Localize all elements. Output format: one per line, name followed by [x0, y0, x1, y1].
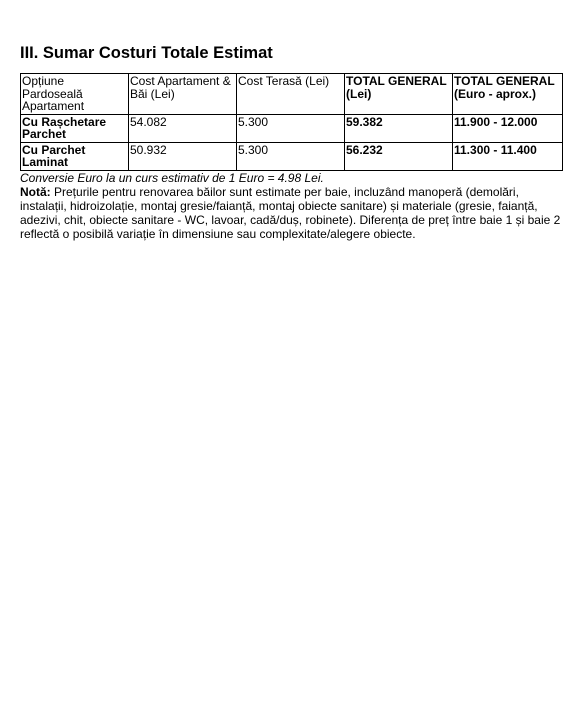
row-terrace-cost: 5.300: [237, 142, 345, 170]
header-apartment-cost: Cost Apartament & Băi (Lei): [129, 74, 237, 115]
table-row: [21, 142, 563, 170]
row-option-name: Cu Rașchetare Parchet: [21, 114, 129, 142]
header-terrace-cost: Cost Terasă (Lei): [237, 74, 345, 115]
note-label: Notă:: [20, 184, 51, 199]
row-total-lei: 59.382: [345, 114, 453, 142]
table-header-row: [21, 74, 563, 115]
row-apartment-cost: 50.932: [129, 142, 237, 170]
table-row: [21, 114, 563, 142]
row-apartment-cost: 54.082: [129, 114, 237, 142]
header-floor-option: Opțiune Pardoseală Apartament: [21, 74, 129, 115]
row-total-euro: 11.900 - 12.000: [453, 114, 563, 142]
row-terrace-cost: 5.300: [237, 114, 345, 142]
note-text: Prețurile pentru renovarea băilor sunt estimate per baie, incluzând manoperă (demolări, instalații, hidroizolație, montaj gresie/faianță, montaj obiecte sanitare) și materiale (gresie, faianță, adezivi, chit, obiecte sanitare - WC, lavoar, cadă/duș, robinete). Diferența de preț între baie 1 și baie 2 reflectă o posibilă variație în dimensiune sau complexitate/alegere obiecte.: [20, 184, 561, 241]
conversion-note: Conversie Euro la un curs estimativ de 1 Euro = 4.98 Lei.: [20, 170, 324, 185]
cost-summary-table: [20, 73, 563, 171]
row-option-name: Cu Parchet Laminat: [21, 142, 129, 170]
note-paragraph: [20, 185, 562, 241]
document-page: [20, 43, 562, 241]
header-total-lei: TOTAL GENERAL (Lei): [345, 74, 453, 115]
header-total-euro: TOTAL GENERAL (Euro - aprox.): [453, 74, 563, 115]
row-total-euro: 11.300 - 11.400: [453, 142, 563, 170]
row-total-lei: 56.232: [345, 142, 453, 170]
section-title: III. Sumar Costuri Totale Estimat: [20, 44, 273, 62]
